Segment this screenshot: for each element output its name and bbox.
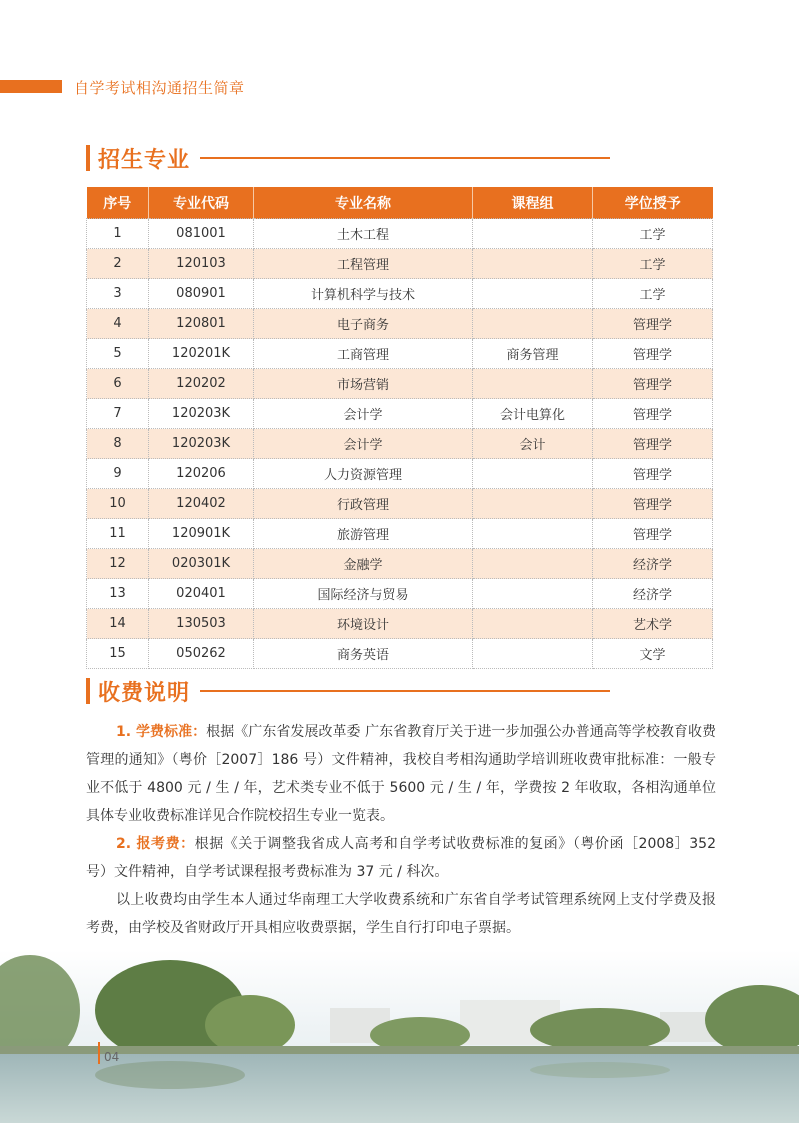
campus-lake-photo: [0, 950, 799, 1123]
table-cell: [473, 249, 593, 279]
table-cell: 13: [87, 579, 149, 609]
page-number-bar: [98, 1042, 100, 1064]
table-cell: 电子商务: [254, 309, 473, 339]
table-cell: 管理学: [593, 459, 713, 489]
table-cell: 工学: [593, 219, 713, 249]
header-accent-bar: [0, 80, 62, 93]
column-header: 序号: [87, 187, 149, 219]
table-cell: 旅游管理: [254, 519, 473, 549]
table-cell: 土木工程: [254, 219, 473, 249]
table-cell: 130503: [149, 609, 254, 639]
table-cell: [473, 579, 593, 609]
table-cell: 8: [87, 429, 149, 459]
table-cell: 经济学: [593, 579, 713, 609]
table-cell: 5: [87, 339, 149, 369]
table-cell: 艺术学: [593, 609, 713, 639]
table-cell: [473, 519, 593, 549]
table-cell: 10: [87, 489, 149, 519]
table-cell: 管理学: [593, 339, 713, 369]
fees-lead-tuition: 1. 学费标准：: [116, 724, 207, 740]
table-cell: 工学: [593, 279, 713, 309]
table-cell: 120202: [149, 369, 254, 399]
table-row: [87, 429, 713, 459]
table-row: [87, 519, 713, 549]
table-row: [87, 549, 713, 579]
table-cell: 081001: [149, 219, 254, 249]
fees-paragraph-tuition: [86, 718, 716, 830]
majors-table: [86, 187, 713, 669]
fees-text-tuition: 根据《广东省发展改革委 广东省教育厅关于进一步加强公办普通高等学校教育收费管理的通知》（粤价［2007］186 号）文件精神，我校自考相沟通助学培训班收费审批标准：一般专业不低于 4800 元 / 生 / 年，艺术类专业不低于 5600 元 / 生 / 年，学费按 2 年收取，各相沟通单位具体专业收费标准详见合作院校招生专业一览表。: [86, 724, 716, 824]
table-cell: 120402: [149, 489, 254, 519]
header-title: 自学考试相沟通招生简章: [74, 79, 245, 97]
table-cell: 9: [87, 459, 149, 489]
table-cell: 15: [87, 639, 149, 669]
table-cell: [473, 369, 593, 399]
table-cell: [473, 489, 593, 519]
table-cell: 会计学: [254, 399, 473, 429]
table-cell: [473, 219, 593, 249]
table-cell: 120103: [149, 249, 254, 279]
table-cell: 1: [87, 219, 149, 249]
table-row: [87, 219, 713, 249]
table-cell: 6: [87, 369, 149, 399]
table-cell: 120201K: [149, 339, 254, 369]
table-cell: 7: [87, 399, 149, 429]
table-row: [87, 579, 713, 609]
table-cell: 行政管理: [254, 489, 473, 519]
column-header: 专业代码: [149, 187, 254, 219]
table-cell: 3: [87, 279, 149, 309]
table-cell: 050262: [149, 639, 254, 669]
table-cell: 120901K: [149, 519, 254, 549]
table-cell: [473, 309, 593, 339]
column-header: 学位授予: [593, 187, 713, 219]
table-cell: 管理学: [593, 519, 713, 549]
table-cell: 市场营销: [254, 369, 473, 399]
fees-description: [86, 718, 716, 942]
table-row: [87, 639, 713, 669]
section-rule: [200, 157, 610, 159]
table-cell: 管理学: [593, 429, 713, 459]
table-cell: 14: [87, 609, 149, 639]
table-row: [87, 279, 713, 309]
table-cell: 管理学: [593, 489, 713, 519]
table-row: [87, 249, 713, 279]
table-cell: 工学: [593, 249, 713, 279]
table-cell: 120203K: [149, 429, 254, 459]
table-cell: 文学: [593, 639, 713, 669]
table-cell: 工程管理: [254, 249, 473, 279]
table-cell: 环境设计: [254, 609, 473, 639]
section-rule: [200, 690, 610, 692]
table-cell: 金融学: [254, 549, 473, 579]
fees-paragraph-exam: [86, 830, 716, 886]
section-heading-majors: [86, 143, 610, 173]
table-cell: [473, 609, 593, 639]
fees-text-payment: 以上收费均由学生本人通过华南理工大学收费系统和广东省自学考试管理系统网上支付学费及报考费，由学校及省财政厅开具相应收费票据，学生自行打印电子票据。: [86, 892, 716, 936]
table-cell: 120206: [149, 459, 254, 489]
table-cell: 020401: [149, 579, 254, 609]
table-cell: [473, 279, 593, 309]
fees-text-exam: 根据《关于调整我省成人高考和自学考试收费标准的复函》（粤价函［2008］352 号）文件精神，自学考试课程报考费标准为 37 元 / 科次。: [86, 836, 716, 880]
table-cell: 080901: [149, 279, 254, 309]
table-row: [87, 399, 713, 429]
table-row: [87, 609, 713, 639]
table-cell: 经济学: [593, 549, 713, 579]
table-cell: 商务管理: [473, 339, 593, 369]
table-cell: [473, 639, 593, 669]
table-cell: 管理学: [593, 369, 713, 399]
table-cell: 2: [87, 249, 149, 279]
table-cell: 会计学: [254, 429, 473, 459]
table-cell: [473, 549, 593, 579]
column-header: 专业名称: [254, 187, 473, 219]
section-title-fees: 收费说明: [98, 680, 191, 706]
table-header-row: [87, 187, 713, 219]
table-cell: 计算机科学与技术: [254, 279, 473, 309]
page-number: 04: [104, 1050, 120, 1064]
table-cell: 11: [87, 519, 149, 549]
table-row: [87, 459, 713, 489]
table-cell: [473, 459, 593, 489]
section-marker: [86, 145, 90, 171]
table-cell: 管理学: [593, 309, 713, 339]
table-cell: 商务英语: [254, 639, 473, 669]
column-header: 课程组: [473, 187, 593, 219]
fees-lead-exam: 2. 报考费：: [116, 836, 195, 852]
table-cell: 120801: [149, 309, 254, 339]
table-cell: 12: [87, 549, 149, 579]
fees-paragraph-payment: [86, 886, 716, 942]
table-cell: 020301K: [149, 549, 254, 579]
table-cell: 120203K: [149, 399, 254, 429]
table-cell: 会计电算化: [473, 399, 593, 429]
table-row: [87, 489, 713, 519]
table-cell: 4: [87, 309, 149, 339]
section-title-majors: 招生专业: [98, 147, 191, 173]
table-cell: 管理学: [593, 399, 713, 429]
table-cell: 工商管理: [254, 339, 473, 369]
table-cell: 会计: [473, 429, 593, 459]
table-row: [87, 369, 713, 399]
table-row: [87, 309, 713, 339]
table-cell: 国际经济与贸易: [254, 579, 473, 609]
table-row: [87, 339, 713, 369]
section-marker: [86, 678, 90, 704]
table-cell: 人力资源管理: [254, 459, 473, 489]
section-heading-fees: [86, 676, 610, 706]
